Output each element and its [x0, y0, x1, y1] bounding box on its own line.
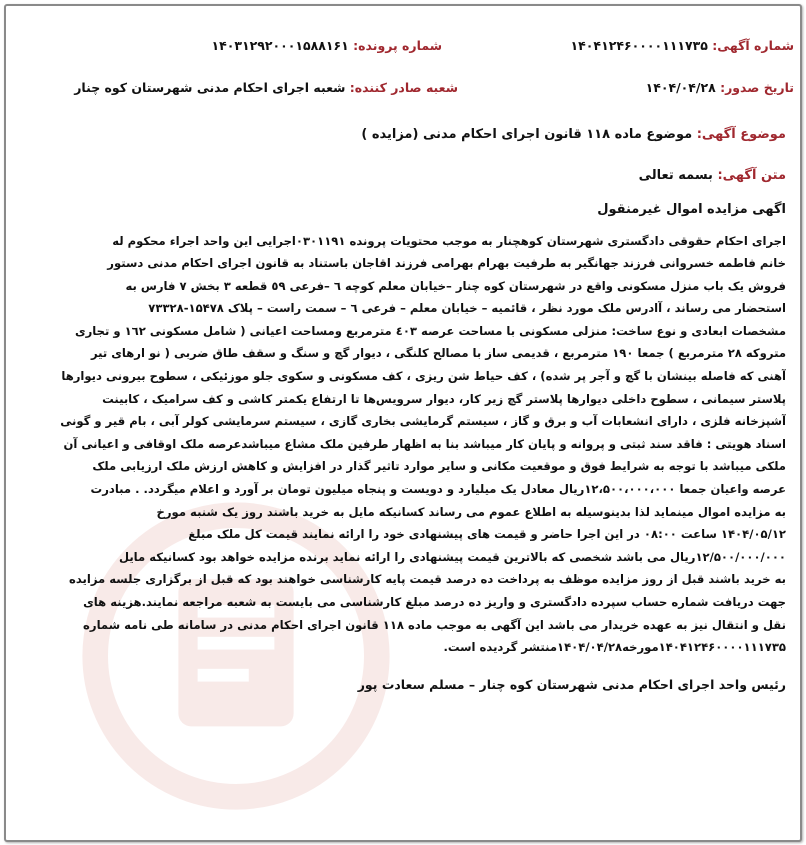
body-line: خانم فاطمه خسروانی فرزند جهانگیر به طرفیت بهرام بهرامی فرزند اقاجان باستناد به قانون اجرای احکام مدنی دستور [107, 256, 786, 271]
body-line: ۱۴۰۴۱۲۴۶۰۰۰۰۱۱۱۷۳۵مورخه۱۴۰۴/۰۴/۲۸منتشر گردیده است. [443, 640, 786, 655]
body-line: آهنی که فاصله بینشان با گچ و آجر پر شده) ، کف حیاط شن ریزی ، کف مسکونی و سکوی جلو موزئیکی ، سطوح بیرونی دیوارها [61, 369, 786, 384]
body-line: آشپزخانه فلزی ، دارای انشعابات آب و برق و گاز ، سیستم گرمایشی بخاری گازی ، سیستم سرمایشی کولر آبی ، بام قیر و گونی [60, 414, 786, 429]
issue-date-value: ۱۴۰۴/۰۴/۲۸ [645, 80, 716, 95]
notice-body [20, 230, 786, 659]
body-line: متروکه ۲۸ مترمربع ) جمعا ۱۹۰ مترمربع ، قدیمی ساز با مصالح کلنگی ، دیوار گچ و سنگ و سقف طاق ضربی ( نو ارهای تیر [90, 346, 786, 361]
body-line: ۱۴۰۴/۰۵/۱۲ ساعت ۰۸:۰۰ در این اجرا حاضر و قیمت های پیشنهادی خود را ارائه نمایند قیمت کل ملک مبلغ [188, 527, 786, 542]
issuing-branch [74, 80, 458, 95]
subject-line [20, 124, 786, 147]
body-line: عرصه واعیان جمعا ۱۲،۵۰۰،۰۰۰،۰۰۰ریال معادل یک میلیارد و دویست و پنجاه میلیون تومان بر آورد و اعلام میگردد. . مبادرت [90, 482, 786, 497]
notice-text-line [20, 165, 786, 188]
case-number [211, 38, 442, 53]
case-number-label: شماره پرونده: [353, 38, 442, 53]
signature-line: رئیس واحد اجرای احکام مدنی شهرستان کوه چنار – مسلم سعادت پور [357, 676, 786, 692]
subject-label: موضوع آگهی: [696, 127, 786, 142]
notice-text-value: بسمه تعالی [638, 167, 713, 183]
notice-number-label: شماره آگهی: [712, 38, 794, 53]
body-line: نقل و انتقال نیز به عهده خریدار می باشد این آگهی به موجب ماده ۱۱۸ قانون اجرای احکام مدنی در سامانه طی نامه شماره [83, 617, 786, 632]
subject-value: موضوع ماده ۱۱۸ قانون اجرای احکام مدنی (مزایده ) [361, 127, 693, 142]
notice-number [571, 38, 794, 53]
issue-date-label: تاریخ صدور: [720, 80, 794, 95]
body-line: جهت دریافت شماره حساب سپرده دادگستری و واریز ده درصد مبلغ کارشناسی می بایست به شعبه مراجعه نمایند.هزینه های [83, 595, 786, 609]
body-line: ۱۲/۵۰۰/۰۰۰/۰۰۰ریال می باشد شخصی که بالاترین قیمت پیشنهادی را ارائه نماید برنده مزایده خواهد بود کسانیکه مایل [118, 549, 786, 564]
body-line: اجرای احکام حقوقی دادگستری شهرستان کوهچنار به موجب محتویات پرونده ۰۳۰۱۱۹۱اجرایی این واحد اجراء محکوم له [112, 233, 786, 248]
body-line: فروش یک باب منزل مسکونی واقع در شهرستان کوه چنار –خیابان معلم کوچه ٦ –فرعی ٥٩ قطعه ۳ بخش ۷ فارس به [125, 278, 786, 293]
body-line: مشخصات ابعادی و نوع ساخت: منزلی مسکونی با مساحت عرصه ٤۰۳ مترمربع ومساحت اعیانی ( شامل مسکونی ١٦٢ و تجاری [74, 323, 786, 338]
body-line: به مزایده اموال مینماید لذا بدینوسیله به اطلاع عموم می رساند کسانیکه مایل به خرید باشند روز یک شنبه مورخ [156, 504, 786, 519]
body-line: استحضار می رساند ، آادرس ملک مورد نظر ، قائمیه – خیابان معلم – فرعی ٦ – سمت راست – پلاک ۱۵۴۷۸-۷۳۳۲۸ [148, 301, 786, 316]
body-line: پلاستر سیمانی ، سطوح داخلی دیوارها پلاستر گچ زیر کار، دیوار سرویس‌ها تا ارتفاع یکمتر کاشی و کف سرامیک ، کابینت [102, 391, 786, 406]
body-line: به خرید باشند قبل از روز مزایده موظف به پرداخت ده درصد قیمت پایه کارشناسی خواهند بود که قبل از برگزاری جلسه مزایده [68, 572, 786, 587]
notice-title: اگهی مزایده اموال غیرمنقول [597, 202, 786, 217]
body-line: اسناد هویتی : فاقد سند ثبتی و پروانه و پایان کار میباشد بنا به اظهار طرفین ملک مشاع میباشدعرصه ملک اوقافی و اعیانی آن [63, 436, 786, 451]
notice-number-value: ۱۴۰۴۱۲۴۶۰۰۰۰۱۱۱۷۳۵ [570, 38, 708, 53]
notice-frame [4, 4, 802, 842]
case-number-value: ۱۴۰۳۱۲۹۲۰۰۰۱۵۸۸۱۶۱ [211, 38, 349, 53]
issue-date [646, 80, 794, 95]
body-line: ملکی میباشد با توجه به شرایط فوق و موقعیت مکانی و سایر موارد تاثیر گذار در افزایش و کاهش ارزش ملک ارزیابی ملک [92, 459, 786, 474]
issuing-branch-label: شعبه صادر کننده: [349, 80, 458, 95]
notice-text-label: متن آگهی: [717, 167, 786, 183]
issuing-branch-value: شعبه اجرای احکام مدنی شهرستان کوه چنار [74, 80, 346, 95]
notice-content [20, 124, 786, 692]
